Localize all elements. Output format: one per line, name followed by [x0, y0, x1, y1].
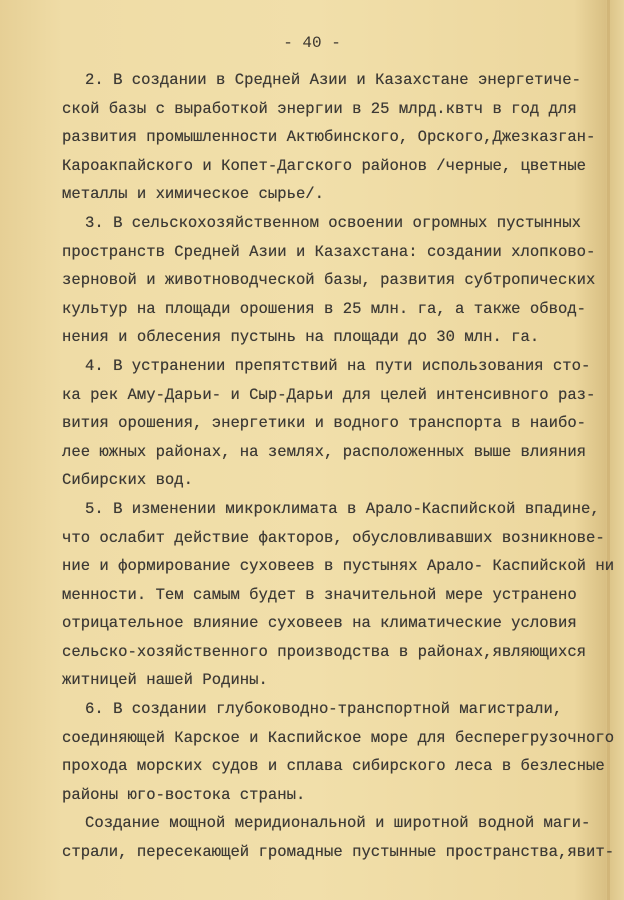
text-line: 2. В создании в Средней Азии и Казахстане энергетиче-	[85, 71, 581, 89]
text-line: житницей нашей Родины.	[62, 671, 268, 690]
text-line: сельско-хозяйственного производства в районах,являющихся	[62, 642, 587, 661]
text-line: вития орошения, энергетики и водного транспорта в наибо-	[62, 414, 587, 433]
paragraph	[62, 695, 622, 809]
text-line: прохода морских судов и сплава сибирского леса в безлесные	[62, 757, 605, 776]
text-line: нения и облесения пустынь на площади до 30 млн. га.	[62, 328, 540, 347]
paragraph	[62, 809, 622, 866]
text-line: Сибирских вод.	[62, 471, 194, 490]
text-line: 5. В изменении микроклимата в Арало-Каспийской впадине,	[85, 499, 600, 518]
paragraph	[62, 352, 622, 495]
text-line: страли, пересекающей громадные пустынные пространства,явит-	[62, 843, 615, 862]
text-line: ка рек Аму-Дарьи- и Сыр-Дарьи для целей интенсивного раз-	[62, 385, 596, 404]
text-line: ние и формирование суховеев в пустынях Арало- Каспийской ни	[62, 557, 615, 576]
text-line: соединяющей Карское и Каспийское море для бесперегрузочного	[62, 728, 615, 747]
paragraph	[62, 495, 622, 695]
text-line: районы юго-востока страны.	[62, 785, 306, 804]
page-number: - 40 -	[283, 34, 341, 52]
paragraph	[62, 209, 622, 352]
typewritten-text	[62, 66, 622, 867]
text-line: что ослабит действие факторов, обусловливавших возникнове-	[62, 528, 605, 547]
text-line: лее южных районах, на землях, расположенных выше влияния	[62, 442, 587, 461]
text-line: 4. В устранении препятствий на пути использования сто-	[85, 356, 591, 375]
text-line: зерновой и животноводческой базы, развития субтропических	[62, 271, 596, 290]
text-line: Создание мощной меридиональной и широтной водной маги-	[85, 814, 591, 833]
text-line: металлы и химическое сырье/.	[62, 185, 325, 204]
text-line: развития промышленности Актюбинского, Орского,Джезказган-	[62, 128, 596, 147]
text-line: Кароакпайского и Копет-Дагского районов /черные, цветные	[62, 156, 587, 175]
text-line: отрицательное влияние суховеев на климатические условия	[62, 614, 577, 633]
text-line: 3. В сельскохозяйственном освоении огромных пустынных	[85, 213, 581, 232]
paragraph	[62, 66, 622, 209]
text-line: менности. Тем самым будет в значительной мере устранено	[62, 585, 577, 604]
text-line: культур на площади орошения в 25 млн. га, а также обвод-	[62, 299, 587, 318]
text-line: 6. В создании глубоководно-транспортной магистрали,	[85, 700, 563, 719]
text-line: ской базы с выработкой энергии в 25 млрд.квтч в год для	[62, 99, 577, 118]
text-line: пространств Средней Азии и Казахстана: создании хлопково-	[62, 242, 596, 261]
